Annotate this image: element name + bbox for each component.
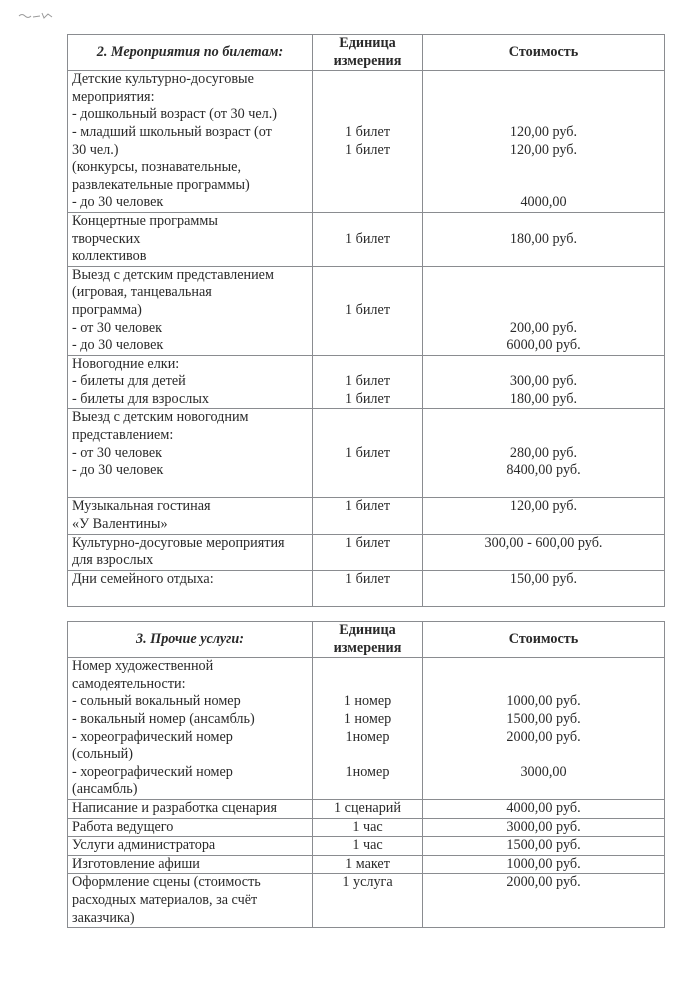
item-name-cell (68, 534, 313, 570)
item-name-line: - билеты для детей (72, 373, 186, 390)
unit-value: 1 сценарий (334, 799, 401, 816)
item-name-line: коллективов (72, 248, 147, 265)
item-name-line: Написание и разработка сценария (72, 799, 277, 816)
price-value: 3000,00 руб. (506, 818, 581, 835)
price-line (427, 427, 660, 445)
price-line: 3000,00 (520, 763, 567, 780)
item-name-cell (68, 658, 313, 800)
item-name-cell (68, 498, 313, 534)
price-line: 120,00 руб. (509, 141, 578, 158)
unit-line (317, 409, 418, 427)
unit-line: 1 номер (343, 710, 392, 727)
table-row (68, 855, 665, 874)
table-header-row (68, 35, 665, 71)
table-row (68, 498, 665, 534)
price-cell (423, 266, 665, 355)
item-name-cell (68, 71, 313, 213)
item-name-line: (сольный) (72, 746, 133, 763)
item-name-line: - хореографический номер (72, 728, 233, 745)
unit-cell (313, 212, 423, 266)
price-line (427, 676, 660, 694)
item-name-line: - вокальный номер (ансамбль) (72, 710, 255, 727)
item-name-line: заказчика) (72, 909, 135, 926)
price-cell (423, 212, 665, 266)
price-line (427, 781, 660, 799)
item-name-line: - младший школьный возраст (от (72, 123, 272, 140)
item-name-line: Культурно-досуговые мероприятия (72, 534, 285, 551)
item-name-line: 30 чел.) (72, 141, 119, 158)
item-name-line: мероприятия: (72, 88, 155, 105)
item-name-line: Изготовление афиши (72, 855, 200, 872)
unit-cell (313, 534, 423, 570)
table-row (68, 534, 665, 570)
item-name-cell (68, 409, 313, 498)
price-line: 200,00 руб. (509, 319, 578, 336)
unit-cell (313, 409, 423, 498)
unit-line (317, 71, 418, 89)
item-name-cell (68, 355, 313, 409)
price-cell (423, 799, 665, 818)
item-name-line: (ансамбль) (72, 781, 138, 798)
unit-header-line: измерения (333, 52, 402, 69)
unit-line (317, 159, 418, 177)
table-row (68, 409, 665, 498)
item-name-line: (конкурсы, познавательные, (72, 159, 242, 176)
unit-value: 1 билет (344, 534, 391, 551)
item-name-line: - хореографический номер (72, 763, 233, 780)
price-line: 180,00 руб. (509, 390, 578, 407)
item-name-line: Выезд с детским представлением (72, 266, 274, 283)
table-row (68, 658, 665, 800)
unit-line (317, 337, 418, 355)
unit-line: 1 номер (343, 693, 392, 710)
item-name-cell (68, 837, 313, 856)
item-name-cell (68, 818, 313, 837)
price-line (427, 746, 660, 764)
unit-cell (313, 355, 423, 409)
section-title: 2. Мероприятия по билетам: (68, 35, 313, 71)
item-name-line: Услуги администратора (72, 837, 216, 854)
unit-line: 1 билет (344, 390, 391, 407)
price-cell (423, 874, 665, 928)
item-name-line: - дошкольный возраст (от 30 чел.) (72, 106, 278, 123)
unit-value: 1 час (352, 818, 383, 835)
item-name-line: Дни семейного отдыха: (72, 570, 214, 587)
table-row (68, 570, 665, 606)
price-cell (423, 498, 665, 534)
price-line (427, 248, 660, 266)
unit-header (313, 622, 423, 658)
price-cell (423, 837, 665, 856)
unit-line (317, 89, 418, 107)
item-name-line: - сольный вокальный номер (72, 693, 241, 710)
item-name-cell (68, 570, 313, 606)
price-cell (423, 534, 665, 570)
item-name-line: Детские культурно-досуговые (72, 71, 254, 88)
price-header: Стоимость (423, 622, 665, 658)
price-line: 1500,00 руб. (506, 710, 581, 727)
table-row (68, 212, 665, 266)
price-line (427, 159, 660, 177)
unit-value: 1 час (352, 837, 383, 854)
unit-line: 1 билет (344, 301, 391, 318)
item-name-line: Оформление сцены (стоимость (72, 874, 261, 891)
price-line: 8400,00 руб. (506, 462, 581, 479)
table-row (68, 837, 665, 856)
item-name-line: - до 30 человек (72, 462, 164, 479)
handwritten-mark (18, 8, 54, 20)
unit-header-line: измерения (333, 639, 402, 656)
unit-header (313, 35, 423, 71)
unit-line: 1 билет (344, 123, 391, 140)
section-title: 3. Прочие услуги: (68, 622, 313, 658)
unit-line (317, 106, 418, 124)
unit-cell (313, 570, 423, 606)
item-name-cell (68, 266, 313, 355)
price-cell (423, 818, 665, 837)
price-line (427, 284, 660, 302)
unit-line (317, 284, 418, 302)
unit-line (317, 356, 418, 374)
table-row (68, 799, 665, 818)
unit-line (317, 177, 418, 195)
unit-cell (313, 498, 423, 534)
unit-value: 1 услуга (342, 874, 393, 891)
unit-value: 1 билет (344, 498, 391, 515)
price-line (427, 71, 660, 89)
unit-cell (313, 658, 423, 800)
unit-line (317, 213, 418, 231)
item-name-cell (68, 212, 313, 266)
unit-cell (313, 71, 423, 213)
price-cell (423, 855, 665, 874)
table-row (68, 355, 665, 409)
price-header: Стоимость (423, 35, 665, 71)
price-line (427, 106, 660, 124)
unit-line (317, 676, 418, 694)
price-cell (423, 570, 665, 606)
table-header-row (68, 622, 665, 658)
item-name-line: - от 30 человек (72, 444, 163, 461)
price-value: 2000,00 руб. (506, 874, 581, 891)
item-name-line: - до 30 человек (72, 194, 164, 211)
price-line (427, 356, 660, 374)
item-name-line: развлекательные программы) (72, 176, 250, 193)
item-name-line: (игровая, танцевальная (72, 284, 212, 301)
unit-line (317, 462, 418, 480)
price-line (427, 89, 660, 107)
unit-cell (313, 855, 423, 874)
price-line (427, 213, 660, 231)
unit-line (317, 194, 418, 212)
item-name-line: «У Валентины» (72, 516, 168, 533)
unit-line (317, 427, 418, 445)
price-line: 280,00 руб. (509, 444, 578, 461)
item-name-line: для взрослых (72, 552, 154, 569)
price-value: 1000,00 руб. (506, 855, 581, 872)
item-name-line: Концертные программы (72, 212, 218, 229)
unit-cell (313, 818, 423, 837)
unit-header-line: Единица (339, 622, 396, 638)
price-value: 120,00 руб. (509, 498, 578, 515)
price-line (427, 409, 660, 427)
unit-line: 1номер (345, 728, 390, 745)
price-line (427, 480, 660, 498)
price-cell (423, 658, 665, 800)
unit-line (317, 320, 418, 338)
item-name-line: Номер художественной (72, 658, 214, 675)
item-name-line: Музыкальная гостиная (72, 498, 211, 515)
item-name-line: - от 30 человек (72, 319, 163, 336)
price-line (427, 177, 660, 195)
item-name-line: творческих (72, 230, 141, 247)
unit-cell (313, 837, 423, 856)
item-name-line (72, 480, 308, 498)
price-line (427, 302, 660, 320)
price-line: 6000,00 руб. (506, 337, 581, 354)
unit-line (317, 658, 418, 676)
item-name-line (72, 588, 308, 606)
item-name-cell (68, 855, 313, 874)
unit-line (317, 248, 418, 266)
table-row (68, 71, 665, 213)
item-name-line: расходных материалов, за счёт (72, 891, 258, 908)
price-value: 1500,00 руб. (506, 837, 581, 854)
unit-value: 1 билет (344, 570, 391, 587)
item-name-line: Работа ведущего (72, 818, 174, 835)
tickets-price-table (67, 34, 665, 607)
other-services-price-table (67, 621, 665, 928)
item-name-line: - до 30 человек (72, 337, 164, 354)
price-line (427, 267, 660, 285)
unit-line: 1 билет (344, 444, 391, 461)
unit-cell (313, 266, 423, 355)
price-value: 300,00 - 600,00 руб. (484, 534, 603, 551)
table-row (68, 874, 665, 928)
unit-line: 1 билет (344, 373, 391, 390)
price-line: 300,00 руб. (509, 373, 578, 390)
item-name-line: Выезд с детским новогодним (72, 409, 249, 426)
unit-header-line: Единица (339, 35, 396, 51)
item-name-line: Новогодние елки: (72, 355, 180, 372)
unit-cell (313, 874, 423, 928)
item-name-line: - билеты для взрослых (72, 390, 209, 407)
price-value: 4000,00 руб. (506, 799, 581, 816)
price-line: 1000,00 руб. (506, 693, 581, 710)
price-value: 150,00 руб. (509, 570, 578, 587)
unit-line (317, 746, 418, 764)
unit-line (317, 480, 418, 498)
price-line: 120,00 руб. (509, 123, 578, 140)
item-name-line: представлением: (72, 427, 174, 444)
item-name-cell (68, 799, 313, 818)
item-name-line: самодеятельности: (72, 675, 186, 692)
price-line: 180,00 руб. (509, 230, 578, 247)
unit-line (317, 267, 418, 285)
unit-line: 1 билет (344, 230, 391, 247)
unit-line: 1номер (345, 763, 390, 780)
price-line (427, 658, 660, 676)
price-cell (423, 355, 665, 409)
item-name-line: программа) (72, 301, 142, 318)
unit-cell (313, 799, 423, 818)
unit-line (317, 781, 418, 799)
item-name-cell (68, 874, 313, 928)
unit-line: 1 билет (344, 141, 391, 158)
price-cell (423, 409, 665, 498)
unit-value: 1 макет (345, 855, 390, 872)
price-line: 4000,00 (520, 194, 567, 211)
table-row (68, 818, 665, 837)
table-row (68, 266, 665, 355)
price-cell (423, 71, 665, 213)
price-line: 2000,00 руб. (506, 728, 581, 745)
